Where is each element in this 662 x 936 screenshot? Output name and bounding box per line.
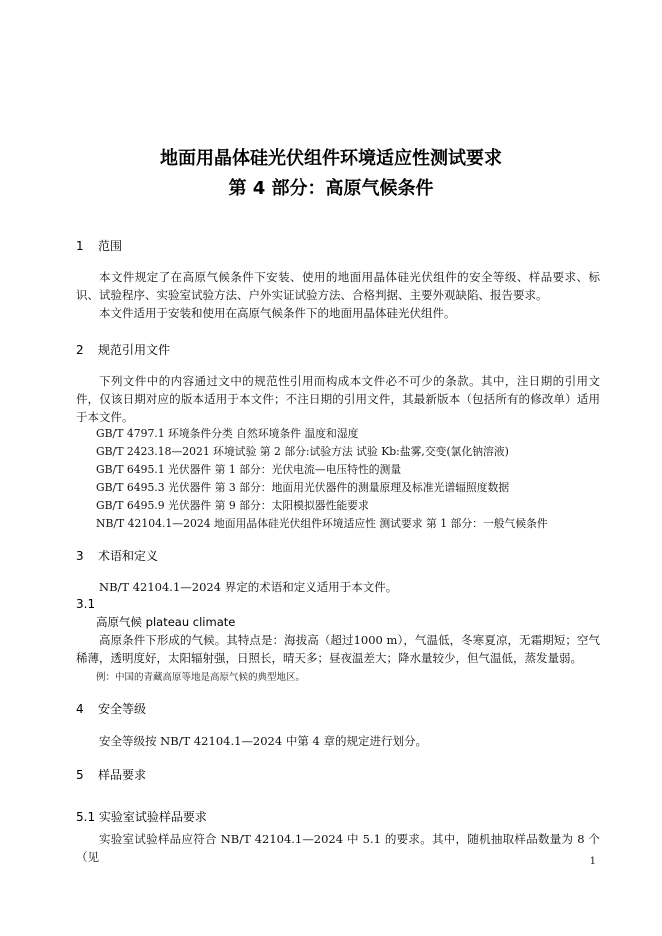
- section-3-heading: [76, 547, 158, 564]
- section-number: 3: [76, 549, 84, 563]
- section-title: 样品要求: [98, 768, 147, 782]
- paragraph: NB/T 42104.1—2024 界定的术语和定义适用于本文件。: [99, 580, 398, 594]
- paragraph: 本文件规定了在高原气候条件下安装、使用的地面用晶体硅光伏组件的安全等级、样品要求、标识、试验程序、实验室试验方法、户外实证试验方法、合格判据、主要外观缺陷、报告要求。: [76, 270, 600, 302]
- reference-item: NB/T 42104.1—2024 地面用晶体硅光伏组件环境适应性 测试要求 第 1 部分：一般气候条件: [96, 517, 548, 530]
- document-subtitle: 第 4 部分：高原气候条件: [228, 178, 434, 199]
- reference-item: GB/T 6495.3 光伏器件 第 3 部分：地面用光伏器件的测量原理及标准光谱辐照度数据: [96, 481, 510, 494]
- section-title: 范围: [98, 239, 123, 253]
- reference-item: GB/T 6495.1 光伏器件 第 1 部分：光伏电流—电压特性的测量: [96, 463, 402, 476]
- section-number: 4: [76, 702, 84, 716]
- paragraph: 安全等级按 NB/T 42104.1—2024 中第 4 章的规定进行划分。: [99, 734, 427, 748]
- paragraph: 实验室试验样品应符合 NB/T 42104.1—2024 中 5.1 的要求。其中，随机抽取样品数量为 8 个（见: [76, 832, 600, 864]
- reference-item: GB/T 6495.9 光伏器件 第 9 部分：太阳模拟器性能要求: [96, 499, 369, 512]
- subsection-number: 5.1: [76, 810, 96, 824]
- page-number: 1: [589, 856, 596, 867]
- subsection-5-1-heading: [76, 808, 207, 825]
- section-number: 1: [76, 239, 84, 253]
- reference-item: GB/T 2423.18—2021 环境试验 第 2 部分:试验方法 试验 Kb:盐雾,交变(氯化钠溶液): [96, 445, 509, 458]
- reference-item: GB/T 4797.1 环境条件分类 自然环境条件 温度和湿度: [96, 427, 359, 440]
- section-title: 规范引用文件: [98, 343, 171, 357]
- section-4-heading: [76, 700, 146, 717]
- example-note: 例：中国的青藏高原等地是高原气候的典型地区。: [96, 672, 306, 683]
- subsection-number: 3.1: [76, 597, 96, 611]
- section-number: 5: [76, 768, 84, 782]
- section-title: 安全等级: [98, 702, 147, 716]
- term-entry: 高原气候 plateau climate: [96, 615, 236, 629]
- paragraph: 下列文件中的内容通过文中的规范性引用而构成本文件必不可少的条款。其中，注日期的引用文件，仅该日期对应的版本适用于本文件；不注日期的引用文件，其最新版本（包括所有的修改单）适用于本文件。: [76, 374, 600, 424]
- section-5-heading: [76, 766, 146, 783]
- subsection-title: 实验室试验样品要求: [98, 810, 207, 824]
- section-2-heading: [76, 341, 170, 358]
- section-number: 2: [76, 343, 84, 357]
- section-title: 术语和定义: [98, 549, 159, 563]
- section-1-heading: [76, 237, 122, 254]
- paragraph: 本文件适用于安装和使用在高原气候条件下的地面用晶体硅光伏组件。: [99, 306, 456, 320]
- term-definition: 高原条件下形成的气候。其特点是：海拔高（超过1000 m），气温低，冬寒夏凉，无霜期短；空气稀薄，透明度好，太阳辐射强，日照长，晴天多；昼夜温差大；降水量较少，但气温低，蒸发量弱。: [76, 633, 600, 665]
- document-title: 地面用晶体硅光伏组件环境适应性测试要求: [160, 148, 502, 169]
